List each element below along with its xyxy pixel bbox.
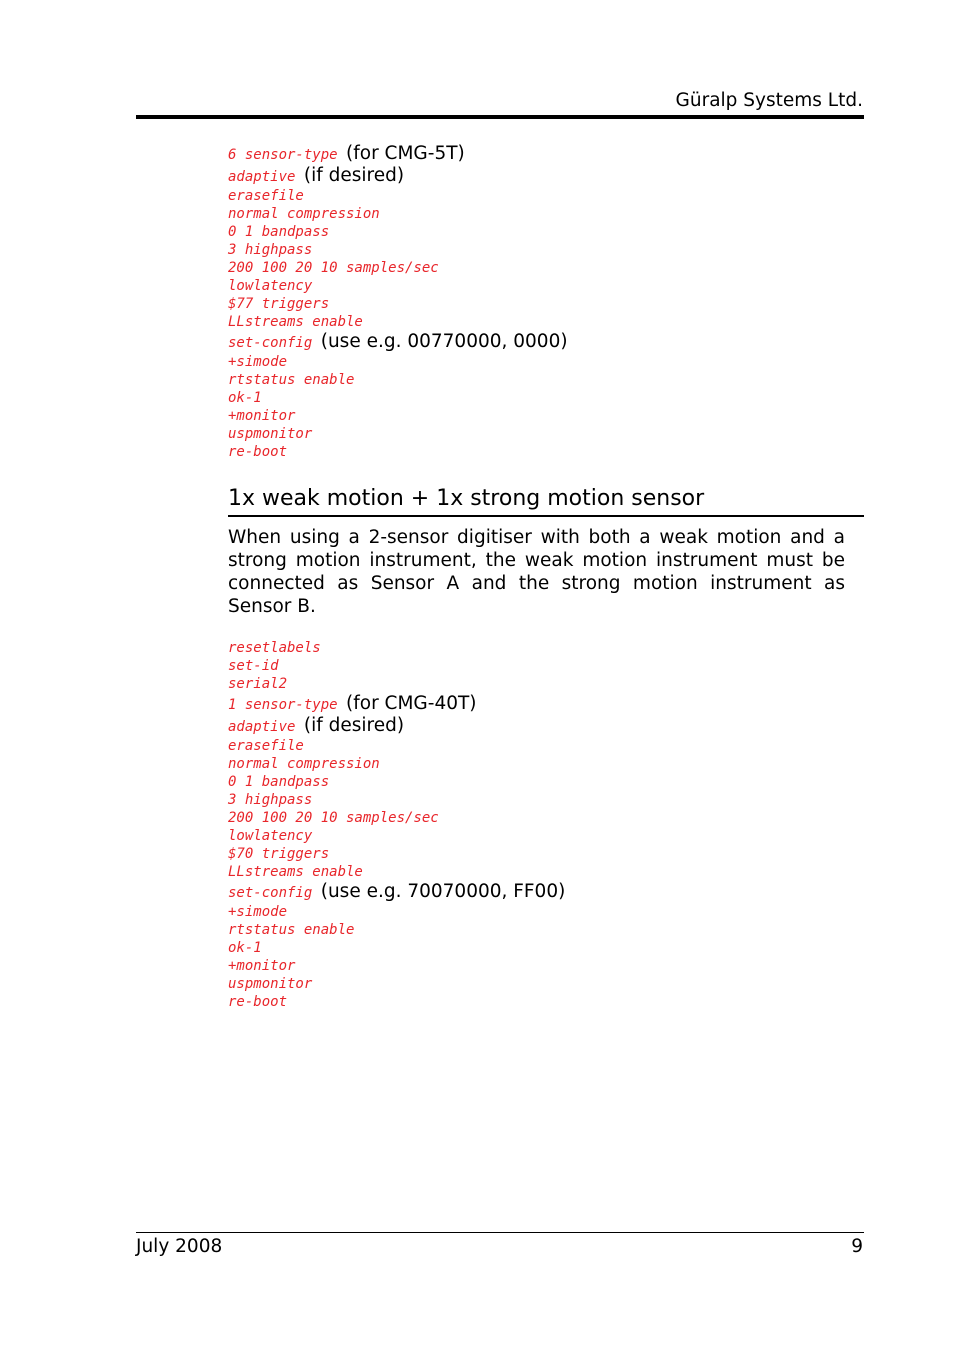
command-note: (for CMG-40T) [346,693,477,714]
command-note: (for CMG-5T) [346,143,465,164]
command-line [228,295,568,313]
footer-rule [136,1232,864,1233]
header-rule [136,115,864,119]
command-line [228,277,568,295]
command-text: set-id [228,658,279,674]
command-text: resetlabels [228,640,321,656]
command-text: $77 triggers [228,296,330,312]
command-text: +monitor [228,408,296,424]
command-text: ok-1 [228,940,262,956]
command-line [228,205,568,223]
command-text: serial2 [228,676,288,692]
section-heading: 1x weak motion + 1x strong motion sensor [228,486,705,511]
command-text: 3 highpass [228,792,313,808]
command-line [228,675,565,693]
footer-date: July 2008 [136,1236,223,1257]
section-paragraph: When using a 2-sensor digitiser with both a weak motion and a strong motion instrument, the weak motion instrument must be connected as Sensor A and the strong motion instrument as Sensor B. [228,527,845,617]
command-line [228,443,568,461]
command-line [228,921,565,939]
command-text: 3 highpass [228,242,313,258]
command-line [228,827,565,845]
command-line [228,353,568,371]
section-rule [228,515,864,517]
command-line [228,657,565,675]
command-text: normal compression [228,756,380,772]
command-text: lowlatency [228,278,313,294]
command-text: re-boot [228,994,288,1010]
command-line [228,737,565,755]
command-text: $70 triggers [228,846,330,862]
command-text: adaptive [228,719,296,735]
command-line [228,389,568,407]
command-line [228,259,568,277]
command-line [228,223,568,241]
command-line [228,863,565,881]
command-text: +simode [228,354,288,370]
command-note: (if desired) [303,165,405,186]
command-text: 1 sensor-type [228,697,338,713]
command-line [228,313,568,331]
command-text: set-config [228,885,313,901]
command-text: rtstatus enable [228,922,355,938]
command-text: set-config [228,335,313,351]
company-name: Güralp Systems Ltd. [675,90,863,111]
command-line [228,165,568,187]
command-line [228,371,568,389]
command-text: adaptive [228,169,296,185]
command-line [228,331,568,353]
command-line [228,241,568,259]
command-line [228,881,565,903]
command-line [228,187,568,205]
command-line [228,939,565,957]
command-line [228,755,565,773]
command-list-2 [228,639,565,1011]
command-text: 0 1 bandpass [228,774,330,790]
command-line [228,773,565,791]
command-text: +simode [228,904,288,920]
command-line [228,639,565,657]
command-line [228,407,568,425]
command-text: ok-1 [228,390,262,406]
command-text: erasefile [228,738,304,754]
command-note: (use e.g. 70070000, FF00) [320,881,566,902]
command-text: LLstreams enable [228,864,363,880]
command-line [228,903,565,921]
command-text: LLstreams enable [228,314,363,330]
command-note: (use e.g. 00770000, 0000) [320,331,568,352]
command-line [228,715,565,737]
command-text: 6 sensor-type [228,147,338,163]
command-line [228,143,568,165]
command-line [228,845,565,863]
command-line [228,957,565,975]
command-text: rtstatus enable [228,372,355,388]
command-text: +monitor [228,958,296,974]
command-text: uspmonitor [228,426,313,442]
command-list-1 [228,143,568,461]
command-line [228,809,565,827]
command-line [228,693,565,715]
command-text: lowlatency [228,828,313,844]
command-line [228,425,568,443]
command-text: re-boot [228,444,288,460]
command-text: erasefile [228,188,304,204]
command-line [228,975,565,993]
command-line [228,791,565,809]
command-text: uspmonitor [228,976,313,992]
command-text: normal compression [228,206,380,222]
command-note: (if desired) [303,715,405,736]
page-number: 9 [851,1236,863,1257]
command-text: 0 1 bandpass [228,224,330,240]
command-text: 200 100 20 10 samples/sec [228,260,439,276]
command-text: 200 100 20 10 samples/sec [228,810,439,826]
command-line [228,993,565,1011]
